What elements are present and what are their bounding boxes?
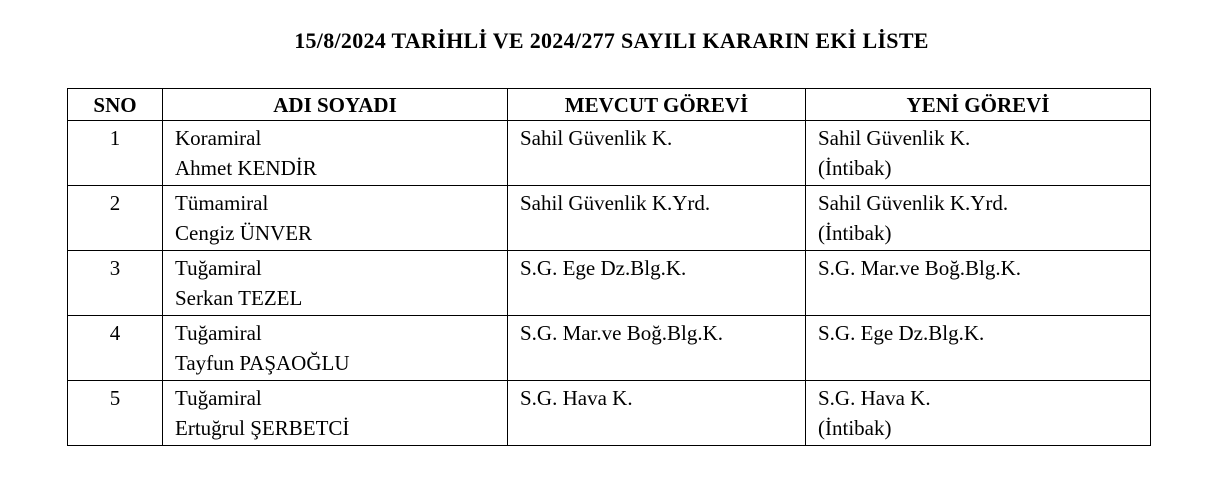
table-row (68, 121, 1151, 186)
row-current-duty: Sahil Güvenlik K.Yrd. (520, 191, 711, 215)
row-rank: Koramiral (175, 126, 262, 150)
row-sno: 5 (68, 381, 163, 446)
header-sno: SNO (68, 89, 163, 121)
table-row (68, 186, 1151, 251)
row-new-duty: S.G. Mar.ve Boğ.Blg.K. (818, 256, 1022, 280)
row-rank: Tuğamiral (175, 256, 262, 280)
document-title: 15/8/2024 TARİHLİ VE 2024/277 SAYILI KARARIN EKİ LİSTE (294, 28, 929, 53)
table-header-row (68, 89, 1151, 121)
row-name-cell (163, 251, 508, 316)
row-sno: 1 (68, 121, 163, 186)
table-row (68, 251, 1151, 316)
row-new-duty-cell (806, 316, 1151, 381)
row-name-cell (163, 121, 508, 186)
row-new-duty-cell (806, 186, 1151, 251)
row-current-duty-cell (508, 186, 806, 251)
table-row (68, 316, 1151, 381)
row-new-duty: Sahil Güvenlik K. (818, 126, 971, 150)
row-rank: Tümamiral (175, 191, 269, 215)
row-sno: 3 (68, 251, 163, 316)
row-current-duty-cell (508, 316, 806, 381)
row-name: Cengiz ÜNVER (175, 221, 313, 245)
row-name-cell (163, 186, 508, 251)
header-name: ADI SOYADI (163, 89, 508, 121)
row-current-duty: S.G. Hava K. (520, 386, 633, 410)
row-current-duty-cell (508, 251, 806, 316)
personnel-table (67, 88, 1151, 446)
header-new-duty: YENİ GÖREVİ (806, 89, 1151, 121)
row-current-duty: Sahil Güvenlik K. (520, 126, 673, 150)
row-current-duty-cell (508, 381, 806, 446)
row-name-cell (163, 316, 508, 381)
table-row (68, 381, 1151, 446)
row-new-duty-note: (İntibak) (818, 416, 892, 440)
row-current-duty-cell (508, 121, 806, 186)
row-current-duty: S.G. Mar.ve Boğ.Blg.K. (520, 321, 724, 345)
row-new-duty-note: (İntibak) (818, 156, 892, 180)
row-name: Ahmet KENDİR (175, 156, 317, 180)
row-name: Serkan TEZEL (175, 286, 303, 310)
row-new-duty-cell (806, 251, 1151, 316)
row-new-duty: Sahil Güvenlik K.Yrd. (818, 191, 1009, 215)
row-name: Tayfun PAŞAOĞLU (175, 351, 350, 375)
row-name: Ertuğrul ŞERBETCİ (175, 416, 350, 440)
row-new-duty-cell (806, 121, 1151, 186)
row-rank: Tuğamiral (175, 386, 262, 410)
row-name-cell (163, 381, 508, 446)
row-current-duty: S.G. Ege Dz.Blg.K. (520, 256, 687, 280)
row-new-duty: S.G. Ege Dz.Blg.K. (818, 321, 985, 345)
row-sno: 4 (68, 316, 163, 381)
row-new-duty: S.G. Hava K. (818, 386, 931, 410)
row-rank: Tuğamiral (175, 321, 262, 345)
row-new-duty-cell (806, 381, 1151, 446)
header-current-duty: MEVCUT GÖREVİ (508, 89, 806, 121)
row-sno: 2 (68, 186, 163, 251)
row-new-duty-note: (İntibak) (818, 221, 892, 245)
